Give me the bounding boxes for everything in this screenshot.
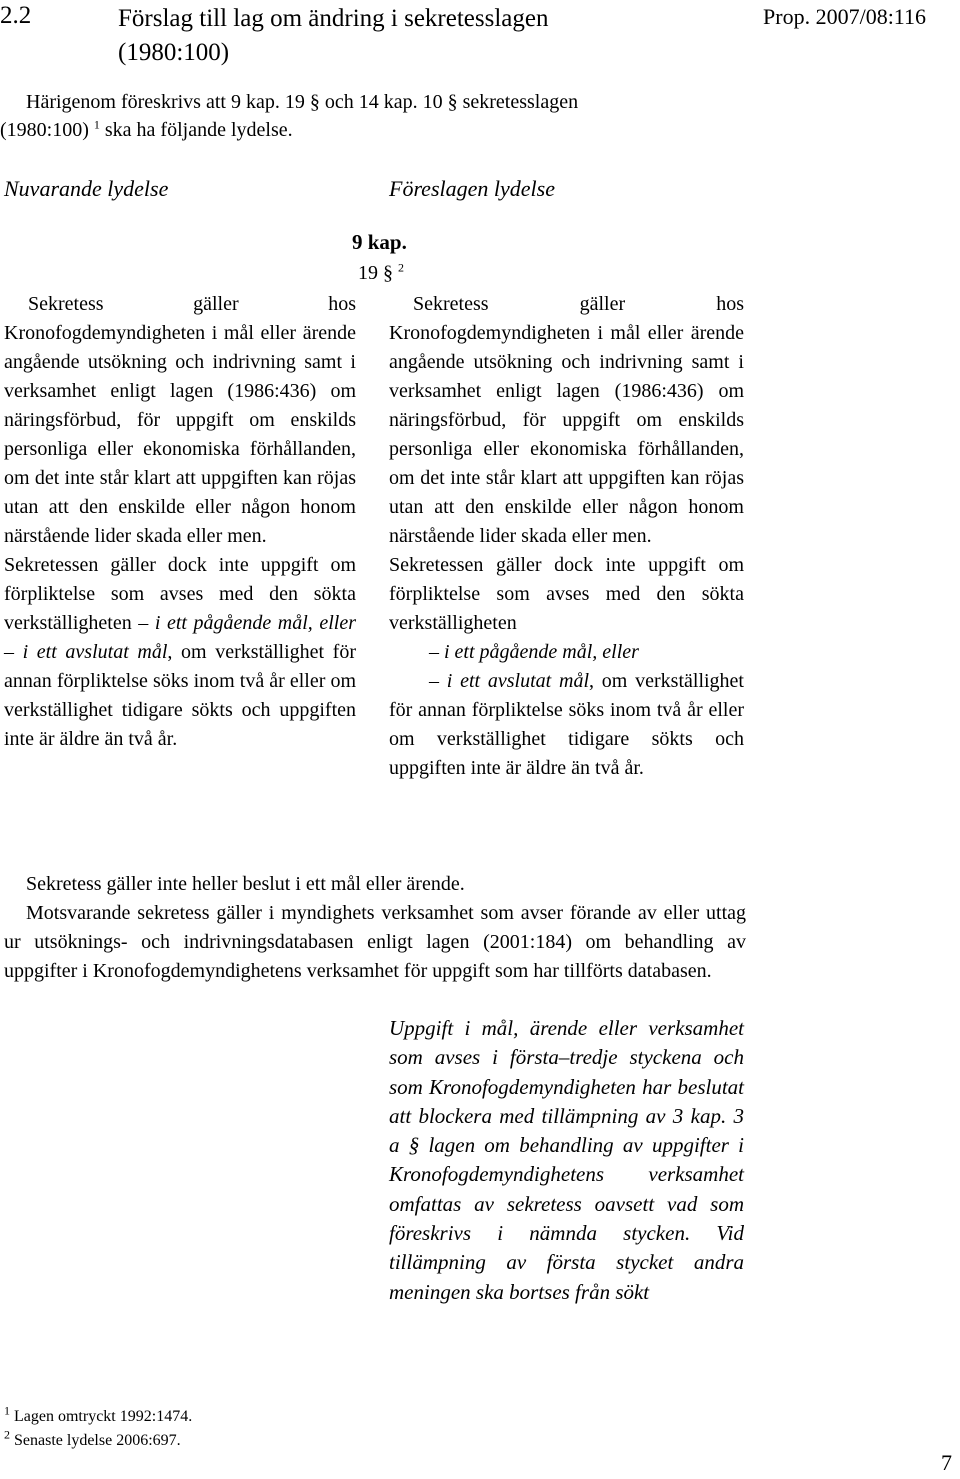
intro-line2-rest: ska ha följande lydelse.: [99, 119, 293, 141]
section-title-line1: Förslag till lag om ändring i sekretesslagen: [118, 5, 549, 32]
proposed-paragraph-2: [389, 551, 744, 638]
footnote-ref-1: 1: [93, 117, 100, 132]
intro-line1: Härigenom föreskrivs att 9 kap. 19 § och 14 kap. 10 § sekretesslagen: [26, 91, 579, 113]
proposed-dash2-rest: , om verkställighet för annan förpliktelse söks inom två år eller om verkställighet tidigare sökts och uppgiften inte är äldre än två år.: [389, 670, 744, 779]
section-number: 2.2: [0, 2, 32, 29]
common-text: [4, 870, 746, 986]
left-column-heading: Nuvarande lydelse: [4, 176, 169, 201]
page-number: 7: [941, 1450, 952, 1475]
current-p2-end: , om verkställighet för annan förpliktelse söks inom två år eller om verkställighet tidigare sökts och uppgiften inte är äldre än två år.: [4, 641, 356, 750]
proposed-wording-column: [389, 290, 744, 783]
intro-law-ref: (1980:100): [0, 119, 89, 141]
footnote-2-text: Senaste lydelse 2006:697.: [14, 1432, 181, 1449]
current-paragraph-2: [4, 551, 356, 754]
common-paragraph-1: Sekretess gäller inte heller beslut i ett mål eller ärende.: [26, 873, 465, 895]
common-paragraph-2: Motsvarande sekretess gäller i myndighets verksamhet som avser förande av eller uttag ur utsöknings- och indrivningsdatabasen enligt lagen (2001:184) om behandling av uppgifter i Kronofogdemyndighetens verksamhet för uppgift som har tillförts databasen.: [4, 902, 746, 982]
chapter-heading: 9 kap.: [352, 230, 407, 254]
footnote-2-number: 2: [4, 1427, 10, 1442]
proposed-dash-item-2: [389, 667, 744, 783]
footnote-2: [4, 1429, 192, 1453]
paragraph-label: 19 §: [358, 262, 393, 284]
current-p2-start: Sekretessen gäller dock inte uppgift om förpliktelse som avses med den sökta verkställigheten: [4, 554, 356, 634]
proposed-p2-start: Sekretessen gäller dock inte uppgift om förpliktelse som avses med den sökta verkställigheten: [389, 554, 744, 634]
current-p2-italic: – i ett pågående mål, eller – i ett avslutat mål: [4, 612, 357, 663]
intro-text: [0, 88, 579, 144]
current-paragraph-1: Sekretess gäller hos Kronofogdemyndigheten i mål eller ärende angående utsökning och indrivning samt i verksamhet enligt lagen (1986:436) om näringsförbud, för uppgift om enskilds personliga eller ekonomiska förhållanden, om det inte står klart att uppgiften kan röjas utan att den enskilde eller någon honom närstående lider skada eller men.: [4, 293, 356, 547]
footnote-ref-2: 2: [398, 260, 404, 275]
right-column-heading: Föreslagen lydelse: [389, 176, 555, 201]
footnote-1-text: Lagen omtryckt 1992:1474.: [14, 1408, 193, 1425]
section-title: [118, 2, 548, 70]
proposed-dash1-text: – i ett pågående mål, eller: [429, 641, 639, 663]
proposed-paragraph-1: Sekretess gäller hos Kronofogdemyndigheten i mål eller ärende angående utsökning och indrivning samt i verksamhet enligt lagen (1986:436) om näringsförbud, för uppgift om enskilds personliga eller ekonomiska förhållanden, om det inte står klart att uppgiften kan röjas utan att den enskilde eller någon honom närstående lider skada eller men.: [389, 293, 744, 547]
proposition-reference: Prop. 2007/08:116: [763, 4, 926, 29]
footnote-1: [4, 1405, 192, 1429]
footnote-1-number: 1: [4, 1403, 10, 1418]
intro-line2: [0, 116, 578, 144]
proposed-new-paragraph: Uppgift i mål, ärende eller verksamhet som avses i första–tredje styckena och som Kronofogdemyndigheten har beslutat att blockera med tillämpning av 3 kap. 3 a § lagen om behandling av uppgifter i Kronofogdemyndighetens verksamhet omfattas av sekretess oavsett vad som föreskrivs i nämnda stycken. Vid tillämpning av första stycket andra meningen ska bortses från sökt: [389, 1016, 744, 1304]
paragraph-heading: [358, 262, 404, 285]
proposed-dash-item-1: [389, 638, 744, 667]
proposed-dash2-italic: – i ett avslutat mål: [429, 670, 590, 692]
footnotes: [4, 1405, 192, 1453]
section-title-line2: (1980:100): [118, 39, 230, 66]
current-wording-column: [4, 290, 356, 754]
